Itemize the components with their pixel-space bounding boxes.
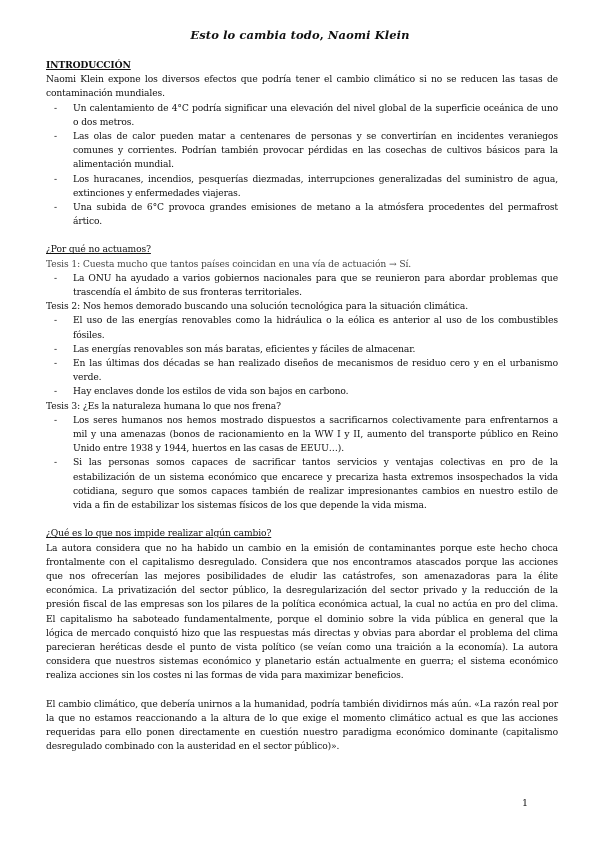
thesis-3: Tesis 3: ¿Es la naturaleza humana lo que nos frena?	[46, 401, 281, 412]
intro-paragraph: Naomi Klein expone los diversos efectos que podría tener el cambio climático si no se reducen las tasas de contaminación mundiales.	[46, 75, 558, 100]
list-item: - El uso de las energías renovables como la hidráulica o la eólica es anterior al uso de los combustibles fósiles.	[46, 314, 558, 342]
thesis-3-list	[46, 414, 558, 513]
author-name: Naomi Klein	[323, 28, 410, 42]
list-item: - Los seres humanos nos hemos mostrado dispuestos a sacrificarnos colectivamente para enfrentarnos a mil y una amenazas (bonos de racionamiento en la WW I y II, aumento del transporte público en Reino Unido entre 1938 y 1944, huertos en las casas de EEUU…).	[46, 414, 558, 457]
list-item: - Las olas de calor pueden matar a centenares de personas y se convertirían en incidentes veraniegos comunes y corrientes. Podrían también provocar pérdidas en las cosechas de cultivos básicos para la alimentación mundial.	[46, 130, 558, 173]
list-item: - La ONU ha ayudado a varios gobiernos nacionales para que se reunieron para abordar problemas que trascendía el ámbito de sus fronteras territoriales.	[46, 272, 558, 300]
intro-heading: INTRODUCCIÓN	[46, 60, 131, 71]
document-title	[0, 28, 600, 42]
document-body	[46, 59, 558, 754]
list-item: - En las últimas dos décadas se han realizado diseños de mecanismos de residuo cero y en el urbanismo verde.	[46, 357, 558, 385]
page-number: 1	[521, 798, 528, 809]
thesis-2: Tesis 2: Nos hemos demorado buscando una solución tecnológica para la situación climática.	[46, 302, 469, 313]
obstacle-paragraph-1: La autora considera que no ha habido un cambio en la emisión de contaminantes porque este hecho choca frontalmente con el capitalismo desregulado. Considera que nos encontramos atascados porque las acciones que nos ofrecerían las mejores posibilidades de eludir las catástrofes, son amenazadoras para la élite económica. La privatización del sector público, la desregularización del sector privado y la reducción de la presión fiscal de las empresas son los pilares de la política económica actual, la cual no actúa en pro del clima. El capitalismo ha saboteado fundamentalmente, porque el dominio sobre la vida pública en general que la lógica de mercado conquistó hizo que las respuestas más directas y obvias para abordar el problema del clima parecieran heréticas desde el punto de vista político (se veían como una traición a la economía). La autora considera que nuestros sistemas económico y planetario están actualmente en guerra; el sistema económico realiza acciones sin los costes ni las formas de vida para maximizar beneficios.	[46, 543, 558, 682]
list-item: - Hay enclaves donde los estilos de vida son bajos en carbono.	[46, 385, 558, 399]
thesis-2-list	[46, 314, 558, 399]
list-item: - Una subida de 6°C provoca grandes emisiones de metano a la atmósfera procedentes del permafrost ártico.	[46, 201, 558, 229]
why-heading: ¿Por qué no actuamos?	[46, 245, 151, 256]
list-item: - Los huracanes, incendios, pesquerías diezmadas, interrupciones generalizadas del suministro de agua, extinciones y enfermedades viajeras.	[46, 173, 558, 201]
thesis-1-list	[46, 272, 558, 300]
obstacle-paragraph-2: El cambio climático, que debería unirnos a la humanidad, podría también dividirnos más aún. «La razón real por la que no estamos reaccionando a la altura de lo que exige el momento climático actual es que las acciones requeridas para ello ponen directamente en cuestión nuestro paradigma económico dominante (capitalismo desregulado combinado con la austeridad en el sector público)».	[46, 699, 558, 753]
list-item: - Un calentamiento de 4°C podría significar una elevación del nivel global de la superficie oceánica de uno o dos metros.	[46, 102, 558, 130]
title-separator: ,	[319, 28, 324, 42]
obstacle-heading: ¿Qué es lo que nos impide realizar algún cambio?	[46, 529, 272, 540]
list-item: - Si las personas somos capaces de sacrificar tantos servicios y ventajas colectivas en pro de la estabilización de un sistema económico que encarece y precariza hasta extremos insospechados la vida cotidiana, seguro que somos capaces también de realizar impresionantes cambios en nuestro estilo de vida a fin de estabilizar los sistemas físicos de los que depende la vida misma.	[46, 456, 558, 513]
list-item: - Las energías renovables son más baratas, eficientes y fáciles de almacenar.	[46, 343, 558, 357]
thesis-1: Tesis 1: Cuesta mucho que tantos países coincidan en una vía de actuación → Sí.	[46, 259, 412, 270]
book-title: Esto lo cambia todo	[190, 28, 320, 42]
intro-list	[46, 102, 558, 230]
